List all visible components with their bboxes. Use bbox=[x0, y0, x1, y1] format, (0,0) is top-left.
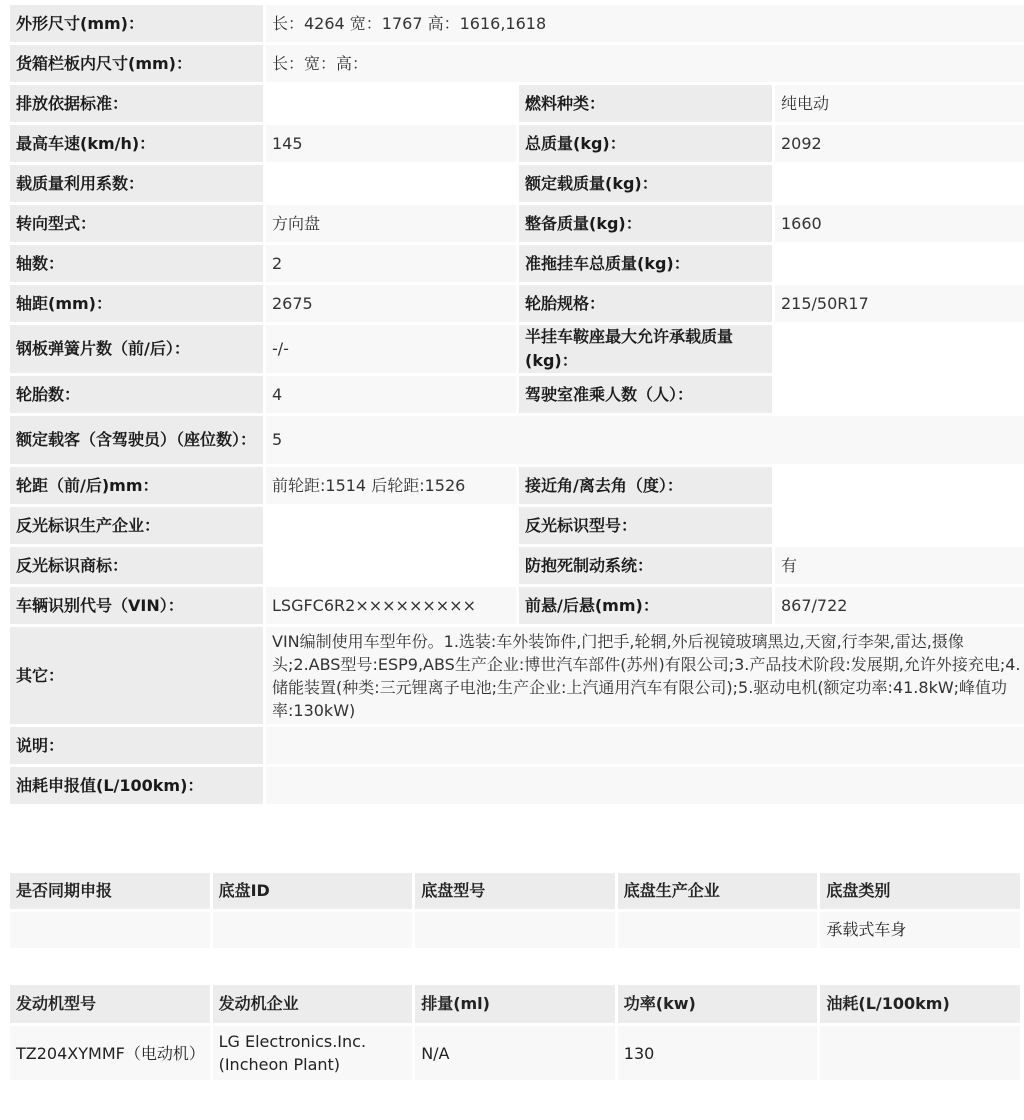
overhang-value: 867/722 bbox=[775, 587, 1024, 624]
tire-spec-label: 轮胎规格： bbox=[519, 285, 772, 322]
axles-label: 轴数： bbox=[10, 245, 263, 282]
reflector-model-value bbox=[775, 507, 1024, 544]
dimensions-value: 长：4264 宽：1767 高：1616,1618 bbox=[266, 5, 1024, 42]
engine-displacement-value: N/A bbox=[415, 1026, 615, 1080]
abs-label: 防抱死制动系统： bbox=[519, 547, 772, 584]
seats-value: 5 bbox=[266, 416, 1024, 464]
chassis-header-category: 底盘类别 bbox=[820, 873, 1020, 909]
dimensions-label: 外形尺寸(mm)： bbox=[10, 5, 263, 42]
chassis-header-model: 底盘型号 bbox=[415, 873, 615, 909]
leaf-spring-label: 钢板弹簧片数（前/后）： bbox=[10, 325, 263, 373]
note-label: 说明： bbox=[10, 727, 263, 764]
engine-table bbox=[7, 982, 1023, 1083]
steering-value: 方向盘 bbox=[266, 205, 516, 242]
spec-row bbox=[10, 416, 1024, 464]
steering-label: 转向型式： bbox=[10, 205, 263, 242]
fuel-type-value: 纯电动 bbox=[775, 85, 1024, 122]
curb-mass-value: 1660 bbox=[775, 205, 1024, 242]
engine-model-value: TZ204XYMMF（电动机） bbox=[10, 1026, 210, 1080]
fuel-type-label: 燃料种类： bbox=[519, 85, 772, 122]
spec-row bbox=[10, 507, 1024, 544]
vin-label: 车辆识别代号（VIN）： bbox=[10, 587, 263, 624]
cab-capacity-label: 驾驶室准乘人数（人）： bbox=[519, 376, 772, 413]
engine-header-fuel-consumption: 油耗(L/100km) bbox=[820, 985, 1020, 1023]
chassis-concurrent-value bbox=[10, 912, 210, 948]
tire-count-label: 轮胎数： bbox=[10, 376, 263, 413]
reflector-brand-label: 反光标识商标： bbox=[10, 547, 263, 584]
axles-value: 2 bbox=[266, 245, 516, 282]
overhang-label: 前悬/后悬(mm)： bbox=[519, 587, 772, 624]
spec-row bbox=[10, 376, 1024, 413]
engine-header-maker: 发动机企业 bbox=[213, 985, 413, 1023]
approach-angle-value bbox=[775, 467, 1024, 504]
chassis-header-maker: 底盘生产企业 bbox=[618, 873, 818, 909]
vehicle-spec-table bbox=[7, 2, 1024, 807]
trailer-mass-value bbox=[775, 245, 1024, 282]
spec-row bbox=[10, 165, 1024, 202]
chassis-model-value bbox=[415, 912, 615, 948]
emission-standard-label: 排放依据标准： bbox=[10, 85, 263, 122]
fuel-consumption-label: 油耗申报值(L/100km)： bbox=[10, 767, 263, 804]
vin-value: LSGFC6R2××××××××× bbox=[266, 587, 516, 624]
spec-row-fuel-consumption bbox=[10, 767, 1024, 804]
cargo-box-value: 长：宽：高： bbox=[266, 45, 1024, 82]
chassis-header-concurrent: 是否同期申报 bbox=[10, 873, 210, 909]
engine-maker-value: LG Electronics.Inc.(Incheon Plant) bbox=[213, 1026, 413, 1080]
reflector-brand-value bbox=[266, 547, 516, 584]
seats-label: 额定载客（含驾驶员）（座位数）： bbox=[10, 416, 263, 464]
reflector-model-label: 反光标识型号： bbox=[519, 507, 772, 544]
emission-standard-value bbox=[266, 85, 516, 122]
cab-capacity-value bbox=[775, 376, 1024, 413]
chassis-id-value bbox=[213, 912, 413, 948]
load-coefficient-label: 载质量利用系数： bbox=[10, 165, 263, 202]
spec-row bbox=[10, 125, 1024, 162]
spec-row bbox=[10, 85, 1024, 122]
spec-row-cargo bbox=[10, 45, 1024, 82]
note-value bbox=[266, 727, 1024, 764]
total-mass-label: 总质量(kg)： bbox=[519, 125, 772, 162]
engine-header-displacement: 排量(ml) bbox=[415, 985, 615, 1023]
spec-row bbox=[10, 547, 1024, 584]
other-value: VIN编制使用车型年份。1.选装:车外装饰件,门把手,轮辋,外后视镜玻璃黑边,天窗,行李架,雷达,摄像头;2.ABS型号:ESP9,ABS生产企业:博世汽车部件(苏州)有限公司;3.产品技术阶段:发展期,允许外接充电;4.储能装置(种类:三元锂离子电池;生产企业:上汽通用汽车有限公司);5.驱动电机(额定功率:41.8kW;峰值功率:130kW) bbox=[266, 627, 1024, 724]
max-speed-label: 最高车速(km/h)： bbox=[10, 125, 263, 162]
spec-row-other bbox=[10, 627, 1024, 724]
spec-row bbox=[10, 467, 1024, 504]
spec-row bbox=[10, 587, 1024, 624]
other-label: 其它： bbox=[10, 627, 263, 724]
tire-spec-value: 215/50R17 bbox=[775, 285, 1024, 322]
trailer-mass-label: 准拖挂车总质量(kg)： bbox=[519, 245, 772, 282]
engine-power-value: 130 bbox=[618, 1026, 818, 1080]
chassis-header-row bbox=[10, 873, 1020, 909]
chassis-header-id: 底盘ID bbox=[213, 873, 413, 909]
track-value: 前轮距:1514 后轮距:1526 bbox=[266, 467, 516, 504]
spec-row-note bbox=[10, 727, 1024, 764]
engine-header-row bbox=[10, 985, 1020, 1023]
rated-load-label: 额定载质量(kg)： bbox=[519, 165, 772, 202]
total-mass-value: 2092 bbox=[775, 125, 1024, 162]
spec-row bbox=[10, 245, 1024, 282]
cargo-box-label: 货箱栏板内尺寸(mm)： bbox=[10, 45, 263, 82]
track-label: 轮距（前/后)mm： bbox=[10, 467, 263, 504]
reflector-maker-value bbox=[266, 507, 516, 544]
tire-count-value: 4 bbox=[266, 376, 516, 413]
approach-angle-label: 接近角/离去角（度）： bbox=[519, 467, 772, 504]
chassis-maker-value bbox=[618, 912, 818, 948]
abs-value: 有 bbox=[775, 547, 1024, 584]
fuel-consumption-value bbox=[266, 767, 1024, 804]
engine-header-model: 发动机型号 bbox=[10, 985, 210, 1023]
spec-row bbox=[10, 285, 1024, 322]
curb-mass-label: 整备质量(kg)： bbox=[519, 205, 772, 242]
wheelbase-label: 轴距(mm)： bbox=[10, 285, 263, 322]
spec-row-dimensions bbox=[10, 5, 1024, 42]
load-coefficient-value bbox=[266, 165, 516, 202]
engine-data-row bbox=[10, 1026, 1020, 1080]
max-speed-value: 145 bbox=[266, 125, 516, 162]
spec-row bbox=[10, 325, 1024, 373]
engine-header-power: 功率(kw) bbox=[618, 985, 818, 1023]
chassis-category-value: 承载式车身 bbox=[820, 912, 1020, 948]
chassis-table bbox=[7, 870, 1023, 951]
saddle-load-value bbox=[775, 325, 1024, 373]
reflector-maker-label: 反光标识生产企业： bbox=[10, 507, 263, 544]
leaf-spring-value: -/- bbox=[266, 325, 516, 373]
spec-row bbox=[10, 205, 1024, 242]
wheelbase-value: 2675 bbox=[266, 285, 516, 322]
saddle-load-label: 半挂车鞍座最大允许承载质量(kg)： bbox=[519, 325, 772, 373]
rated-load-value bbox=[775, 165, 1024, 202]
chassis-data-row bbox=[10, 912, 1020, 948]
engine-fuel-consumption-value bbox=[820, 1026, 1020, 1080]
